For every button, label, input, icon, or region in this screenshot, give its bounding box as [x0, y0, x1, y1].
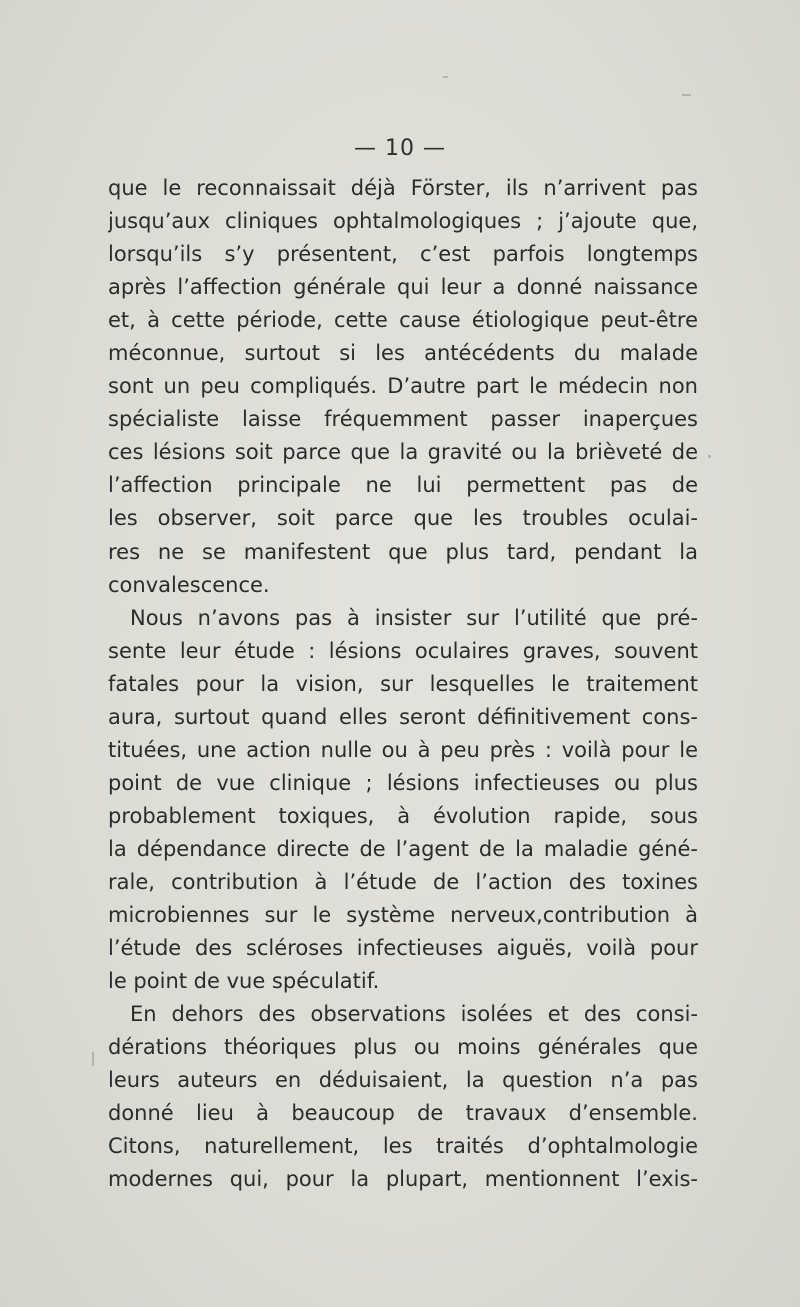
- text-line: aura, surtout quand elles seront définitivement cons-: [108, 704, 698, 729]
- text-line: sont un peu compliqués. D’autre part le médecin non: [108, 374, 698, 399]
- text-line: que le reconnaissait déjà Förster, ils n’arrivent pas: [108, 176, 698, 200]
- text-line: tituées, une action nulle ou à peu près : voilà pour le: [108, 737, 698, 762]
- paragraph-start-line: Nous n’avons pas à insister sur l’utilité que pré-: [130, 605, 698, 630]
- text-line: et, à cette période, cette cause étiologique peut-être: [108, 308, 698, 333]
- text-line: lorsqu’ils s’y présentent, c’est parfois longtemps: [108, 242, 698, 267]
- text-line: probablement toxiques, à évolution rapide, sous: [108, 803, 698, 828]
- page-number: — 10 —: [354, 136, 446, 161]
- paragraph-end-line: convalescence.: [108, 572, 270, 597]
- paragraph-end-line: le point de vue spéculatif.: [108, 969, 380, 994]
- paper-speck: [682, 94, 691, 96]
- text-line: spécialiste laisse fréquemment passer inaperçues: [108, 407, 698, 432]
- text-line: les observer, soit parce que les troubles oculai-: [108, 506, 698, 531]
- text-line: Citons, naturellement, les traités d’ophtalmologie: [108, 1134, 698, 1159]
- text-line: l’affection principale ne lui permettent pas de: [108, 473, 698, 498]
- paper-speck: [708, 455, 711, 458]
- text-line: jusqu’aux cliniques ophtalmologiques ; j’ajoute que,: [108, 209, 698, 234]
- text-line: res ne se manifestent que plus tard, pendant la: [108, 539, 698, 564]
- text-line: donné lieu à beaucoup de travaux d’ensemble.: [108, 1101, 698, 1126]
- text-line: dérations théoriques plus ou moins générales que: [108, 1035, 698, 1060]
- text-line: rale, contribution à l’étude de l’action des toxines: [108, 869, 698, 894]
- text-line: l’étude des scléroses infectieuses aiguës, voilà pour: [108, 936, 698, 961]
- text-line: point de vue clinique ; lésions infectieuses ou plus: [108, 770, 698, 795]
- paper-speck: [443, 76, 448, 78]
- text-line: méconnue, surtout si les antécédents du malade: [108, 341, 698, 366]
- text-line: microbiennes sur le système nerveux,contribution à: [108, 903, 698, 928]
- text-line: leurs auteurs en déduisaient, la question n’a pas: [108, 1068, 698, 1093]
- text-line: sente leur étude : lésions oculaires graves, souvent: [108, 638, 698, 663]
- text-line: ces lésions soit parce que la gravité ou la brièveté de: [108, 440, 698, 465]
- text-line: modernes qui, pour la plupart, mentionnent l’exis-: [108, 1167, 698, 1192]
- text-line: après l’affection générale qui leur a donné naissance: [108, 275, 698, 300]
- text-line: la dépendance directe de l’agent de la maladie géné-: [108, 836, 698, 861]
- body-text: [108, 172, 698, 1196]
- paragraph-start-line: En dehors des observations isolées et des consi-: [130, 1002, 698, 1027]
- paper-speck: [92, 1052, 94, 1066]
- text-line: fatales pour la vision, sur lesquelles le traitement: [108, 671, 698, 696]
